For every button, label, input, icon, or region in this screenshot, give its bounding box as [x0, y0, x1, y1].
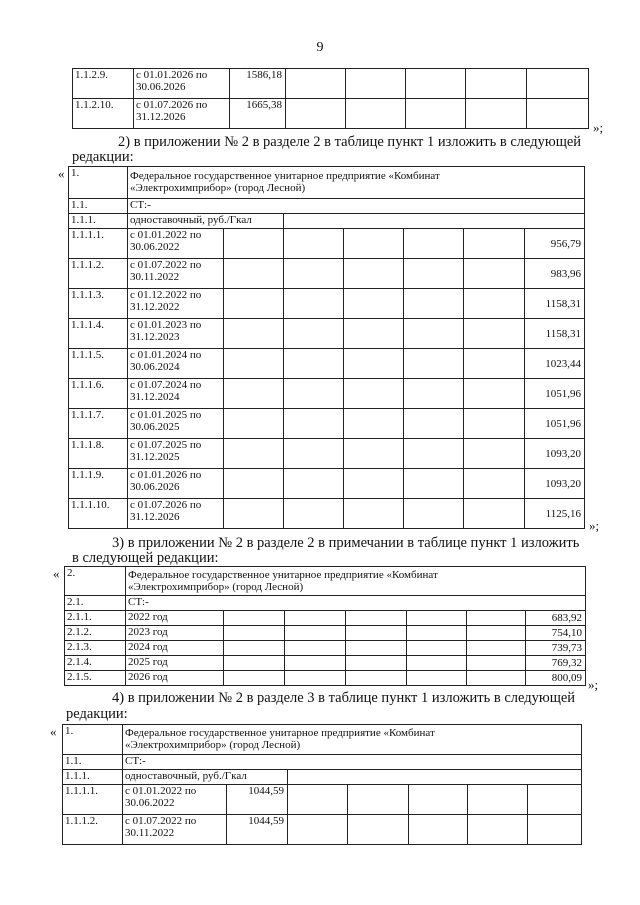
row-value: 1093,20 — [525, 439, 585, 469]
table-3 — [64, 566, 586, 686]
row-period — [128, 499, 224, 529]
period-line: 30.11.2022 — [125, 827, 175, 839]
paragraph-3-line-1: 3) в приложении № 2 в разделе 2 в примечании в таблице пункт 1 изложить — [112, 535, 580, 551]
table-row — [63, 755, 582, 770]
organization-name — [123, 725, 582, 755]
row-code: 1.1.1.2. — [63, 815, 123, 845]
row-period — [134, 69, 230, 99]
row-code: 2.1.1. — [65, 611, 126, 626]
table-row — [69, 259, 585, 289]
st-label: СТ:- — [126, 596, 586, 611]
open-quote-mark: « — [50, 724, 57, 739]
organization-name — [126, 567, 586, 596]
table-row — [69, 214, 585, 229]
row-value: 1051,96 — [525, 379, 585, 409]
table-row — [65, 567, 586, 596]
paragraph-2-line-1: 2) в приложении № 2 в разделе 2 в таблице пункт 1 изложить в следующей — [118, 134, 582, 150]
org-line: «Электрохимприбор» (город Лесной) — [125, 739, 301, 751]
row-value: 739,73 — [526, 641, 586, 656]
period-line: с 01.07.2022 по — [125, 815, 197, 827]
org-line: Федеральное государственное унитарное предприятие «Комбинат — [125, 727, 435, 739]
row-period — [128, 379, 224, 409]
header-code: 1. — [69, 167, 128, 199]
st-code: 1.1. — [69, 199, 128, 214]
row-year: 2022 год — [126, 611, 224, 626]
row-period — [128, 289, 224, 319]
period-line: 30.06.2025 — [130, 421, 180, 433]
row-value: 1586,18 — [230, 69, 286, 99]
tariff-label: одноставочный, руб./Гкал — [128, 214, 284, 229]
row-period — [128, 469, 224, 499]
row-value: 1051,96 — [525, 409, 585, 439]
row-code: 1.1.1.1. — [69, 229, 128, 259]
paragraph-3-line-2: в следующей редакции: — [72, 550, 219, 566]
row-value: 683,92 — [526, 611, 586, 626]
row-value: 800,09 — [526, 671, 586, 686]
table-2 — [68, 166, 585, 529]
row-value: 754,10 — [526, 626, 586, 641]
row-code: 1.1.1.4. — [69, 319, 128, 349]
table-row — [65, 626, 586, 641]
period-line: 31.12.2026 — [130, 511, 180, 523]
page-number: 9 — [316, 40, 324, 55]
row-code: 1.1.1.9. — [69, 469, 128, 499]
row-period — [128, 349, 224, 379]
st-label: СТ:- — [128, 199, 585, 214]
period-line: с 01.01.2026 по — [136, 69, 208, 81]
close-quote-mark: »; — [593, 120, 604, 135]
paragraph-4-line-2: редакции: — [66, 706, 128, 722]
period-line: 30.06.2026 — [130, 481, 180, 493]
row-value: 1093,20 — [525, 469, 585, 499]
row-period — [123, 785, 227, 815]
period-line: с 01.01.2022 по — [125, 785, 197, 797]
period-line: с 01.07.2026 по — [136, 99, 208, 111]
table-row — [69, 199, 585, 214]
paragraph-2-line-2: редакции: — [72, 149, 134, 165]
table-row — [73, 99, 589, 129]
row-value: 983,96 — [525, 259, 585, 289]
row-value: 1158,31 — [525, 319, 585, 349]
tariff-label: одноставочный, руб./Гкал — [123, 770, 288, 785]
period-line: с 01.01.2025 по — [130, 409, 202, 421]
table-row — [63, 770, 582, 785]
organization-name — [128, 167, 585, 199]
table-row — [69, 167, 585, 199]
period-line: с 01.07.2026 по — [130, 499, 202, 511]
close-quote-mark: »; — [589, 518, 600, 533]
row-code: 2.1.3. — [65, 641, 126, 656]
table-row — [65, 656, 586, 671]
row-code: 1.1.2.9. — [73, 69, 134, 99]
period-line: 30.06.2022 — [125, 797, 175, 809]
row-code: 2.1.5. — [65, 671, 126, 686]
row-value: 1023,44 — [525, 349, 585, 379]
row-value: 1125,16 — [525, 499, 585, 529]
row-period — [128, 409, 224, 439]
row-code: 1.1.1.7. — [69, 409, 128, 439]
row-period — [134, 99, 230, 129]
row-code: 1.1.1.1. — [63, 785, 123, 815]
table-top — [72, 68, 589, 129]
period-line: с 01.07.2024 по — [130, 379, 202, 391]
row-code: 1.1.1.3. — [69, 289, 128, 319]
period-line: 30.06.2026 — [136, 81, 186, 93]
row-code: 1.1.1.6. — [69, 379, 128, 409]
org-line: Федеральное государственное унитарное предприятие «Комбинат — [130, 170, 440, 182]
table-row — [69, 349, 585, 379]
row-code: 1.1.1.2. — [69, 259, 128, 289]
table-row — [69, 409, 585, 439]
row-period — [128, 439, 224, 469]
close-quote-mark: »; — [588, 677, 599, 692]
row-code: 1.1.1.8. — [69, 439, 128, 469]
period-line: 31.12.2022 — [130, 301, 180, 313]
table-row — [69, 499, 585, 529]
table-row — [69, 469, 585, 499]
row-year: 2023 год — [126, 626, 224, 641]
row-code: 1.1.1.5. — [69, 349, 128, 379]
org-line: Федеральное государственное унитарное предприятие «Комбинат — [128, 569, 438, 581]
row-value: 769,32 — [526, 656, 586, 671]
table-row — [65, 611, 586, 626]
table-row — [65, 671, 586, 686]
table-row — [73, 69, 589, 99]
st-code: 2.1. — [65, 596, 126, 611]
period-line: с 01.01.2024 по — [130, 349, 202, 361]
paragraph-4-line-1: 4) в приложении № 2 в разделе 3 в таблице пункт 1 изложить в следующей — [112, 690, 576, 706]
row-period — [128, 229, 224, 259]
row-period — [128, 259, 224, 289]
row-code: 2.1.2. — [65, 626, 126, 641]
org-line: «Электрохимприбор» (город Лесной) — [128, 581, 304, 593]
period-line: 31.12.2025 — [130, 451, 180, 463]
header-code: 2. — [65, 567, 126, 596]
tariff-code: 1.1.1. — [63, 770, 123, 785]
tariff-code: 1.1.1. — [69, 214, 128, 229]
period-line: 31.12.2026 — [136, 111, 186, 123]
table-row — [69, 289, 585, 319]
row-year: 2025 год — [126, 656, 224, 671]
table-4 — [62, 724, 582, 845]
period-line: с 01.07.2025 по — [130, 439, 202, 451]
row-code: 2.1.4. — [65, 656, 126, 671]
table-row — [69, 319, 585, 349]
table-row — [69, 229, 585, 259]
row-year: 2026 год — [126, 671, 224, 686]
period-line: 30.06.2022 — [130, 241, 180, 253]
table-row — [65, 641, 586, 656]
row-value: 1665,38 — [230, 99, 286, 129]
row-period — [123, 815, 227, 845]
period-line: с 01.12.2022 по — [130, 289, 202, 301]
st-label: СТ:- — [123, 755, 582, 770]
row-value: 1044,59 — [227, 815, 288, 845]
row-period — [128, 319, 224, 349]
period-line: с 01.01.2023 по — [130, 319, 202, 331]
period-line: 30.11.2022 — [130, 271, 180, 283]
open-quote-mark: « — [53, 566, 60, 581]
open-quote-mark: « — [58, 166, 65, 181]
period-line: с 01.01.2026 по — [130, 469, 202, 481]
period-line: 30.06.2024 — [130, 361, 180, 373]
period-line: 31.12.2023 — [130, 331, 180, 343]
row-code: 1.1.2.10. — [73, 99, 134, 129]
table-row — [65, 596, 586, 611]
row-value: 1158,31 — [525, 289, 585, 319]
period-line: 31.12.2024 — [130, 391, 180, 403]
period-line: с 01.01.2022 по — [130, 229, 202, 241]
row-year: 2024 год — [126, 641, 224, 656]
table-row — [69, 439, 585, 469]
row-value: 956,79 — [525, 229, 585, 259]
row-code: 1.1.1.10. — [69, 499, 128, 529]
row-value: 1044,59 — [227, 785, 288, 815]
table-row — [63, 815, 582, 845]
period-line: с 01.07.2022 по — [130, 259, 202, 271]
table-row — [63, 785, 582, 815]
org-line: «Электрохимприбор» (город Лесной) — [130, 182, 306, 194]
header-code: 1. — [63, 725, 123, 755]
st-code: 1.1. — [63, 755, 123, 770]
table-row — [63, 725, 582, 755]
table-row — [69, 379, 585, 409]
